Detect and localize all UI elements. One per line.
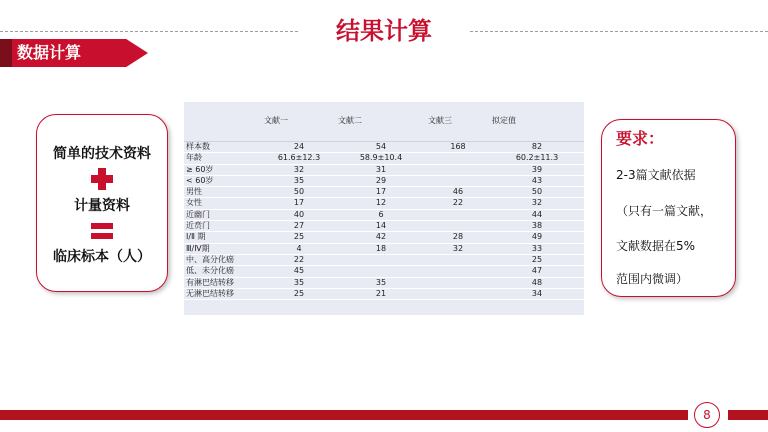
row-label: 有淋巴结转移 [184, 277, 262, 288]
table-cell: 168 [426, 142, 490, 153]
table-header: 文献三 [426, 102, 490, 142]
table-cell: 49 [490, 232, 584, 243]
table-cell [426, 254, 490, 265]
table-cell: 6 [336, 209, 426, 220]
row-label: 近贲门 [184, 221, 262, 232]
section-tab-label: 数据计算 [17, 43, 82, 62]
row-label: Ⅰ/Ⅱ 期 [184, 232, 262, 243]
table-cell [336, 266, 426, 277]
table-row [184, 187, 584, 198]
row-label: 男性 [184, 187, 262, 198]
table-cell [426, 175, 490, 186]
table-body [184, 142, 584, 300]
table-row [184, 266, 584, 277]
table-cell: 47 [490, 266, 584, 277]
table-cell: 45 [262, 266, 336, 277]
table-row [184, 164, 584, 175]
table-cell: 4 [262, 243, 336, 254]
requirement-line: 2-3篇文献依据 [616, 168, 696, 182]
table-cell: 35 [262, 277, 336, 288]
table-header: 拟定值 [490, 102, 584, 142]
table-cell: 18 [336, 243, 426, 254]
table-cell: 22 [426, 198, 490, 209]
table-cell: 42 [336, 232, 426, 243]
table-row [184, 254, 584, 265]
table-row [184, 209, 584, 220]
section-tab [0, 39, 148, 67]
table-cell: 31 [336, 164, 426, 175]
row-label: 年龄 [184, 153, 262, 164]
summary-line-1: 简单的技术资料 [53, 146, 151, 162]
table-cell [426, 288, 490, 299]
plus-icon [91, 168, 113, 190]
row-label: 女性 [184, 198, 262, 209]
table-cell: 33 [490, 243, 584, 254]
title-divider-right [470, 31, 768, 32]
table-cell: 25 [262, 232, 336, 243]
section-tab-marker [0, 39, 12, 67]
requirements-card [601, 119, 736, 297]
summary-card [36, 114, 168, 292]
table-cell: 46 [426, 187, 490, 198]
table-cell: 12 [336, 198, 426, 209]
requirement-line: 范围内微调） [616, 272, 689, 286]
requirements-title: 要求： [616, 129, 665, 148]
row-label: 低、未分化癌 [184, 266, 262, 277]
table-cell: 34 [490, 288, 584, 299]
table-header [184, 102, 262, 142]
table-header-row [184, 102, 584, 142]
table-cell: 39 [490, 164, 584, 175]
table-cell: 22 [262, 254, 336, 265]
table-row [184, 243, 584, 254]
table-cell: 38 [490, 221, 584, 232]
table-row [184, 198, 584, 209]
equals-icon [91, 221, 113, 241]
table-cell: 32 [262, 164, 336, 175]
table-cell: 17 [262, 198, 336, 209]
table-header: 文献一 [262, 102, 336, 142]
table-header: 文献二 [336, 102, 426, 142]
table-cell [426, 153, 490, 164]
table-row [184, 232, 584, 243]
table-cell: 54 [336, 142, 426, 153]
table-cell: 82 [490, 142, 584, 153]
table-cell: 50 [490, 187, 584, 198]
table-row [184, 288, 584, 299]
table-cell [426, 266, 490, 277]
table-cell [426, 164, 490, 175]
table-cell: 25 [262, 288, 336, 299]
table-cell: 17 [336, 187, 426, 198]
row-label: 样本数 [184, 142, 262, 153]
summary-line-3: 临床标本（人） [53, 249, 151, 265]
table-row [184, 277, 584, 288]
table-cell: 25 [490, 254, 584, 265]
data-table-panel [184, 102, 584, 315]
footer-bar [0, 410, 768, 420]
table-row [184, 153, 584, 164]
row-label: < 60岁 [184, 175, 262, 186]
table-cell: 28 [426, 232, 490, 243]
table-cell: 40 [262, 209, 336, 220]
row-label: 近幽门 [184, 209, 262, 220]
title-divider-left [0, 31, 298, 32]
row-label: 中、高分化癌 [184, 254, 262, 265]
table-cell: 32 [426, 243, 490, 254]
table-row [184, 175, 584, 186]
table-cell: 32 [490, 198, 584, 209]
row-label: Ⅲ/Ⅳ期 [184, 243, 262, 254]
table-cell: 60.2±11.3 [490, 153, 584, 164]
table-cell: 24 [262, 142, 336, 153]
table-cell: 61.6±12.3 [262, 153, 336, 164]
table-cell: 27 [262, 221, 336, 232]
data-table [184, 102, 584, 300]
table-cell: 35 [336, 277, 426, 288]
table-cell: 43 [490, 175, 584, 186]
page-number: 8 [694, 402, 720, 428]
table-cell: 35 [262, 175, 336, 186]
table-cell [426, 221, 490, 232]
row-label: ≥ 60岁 [184, 164, 262, 175]
table-cell [336, 254, 426, 265]
requirement-line: （只有一篇文献， [616, 204, 713, 218]
table-cell: 29 [336, 175, 426, 186]
requirement-line: 文献数据在5% [616, 239, 696, 253]
table-row [184, 142, 584, 153]
table-cell: 58.9±10.4 [336, 153, 426, 164]
table-cell: 44 [490, 209, 584, 220]
table-cell: 50 [262, 187, 336, 198]
summary-line-2: 计量资料 [74, 198, 130, 214]
table-cell: 21 [336, 288, 426, 299]
table-cell: 48 [490, 277, 584, 288]
table-row [184, 221, 584, 232]
page-title: 结果计算 [336, 17, 432, 45]
table-cell [426, 209, 490, 220]
table-cell [426, 277, 490, 288]
table-cell: 14 [336, 221, 426, 232]
row-label: 无淋巴结转移 [184, 288, 262, 299]
